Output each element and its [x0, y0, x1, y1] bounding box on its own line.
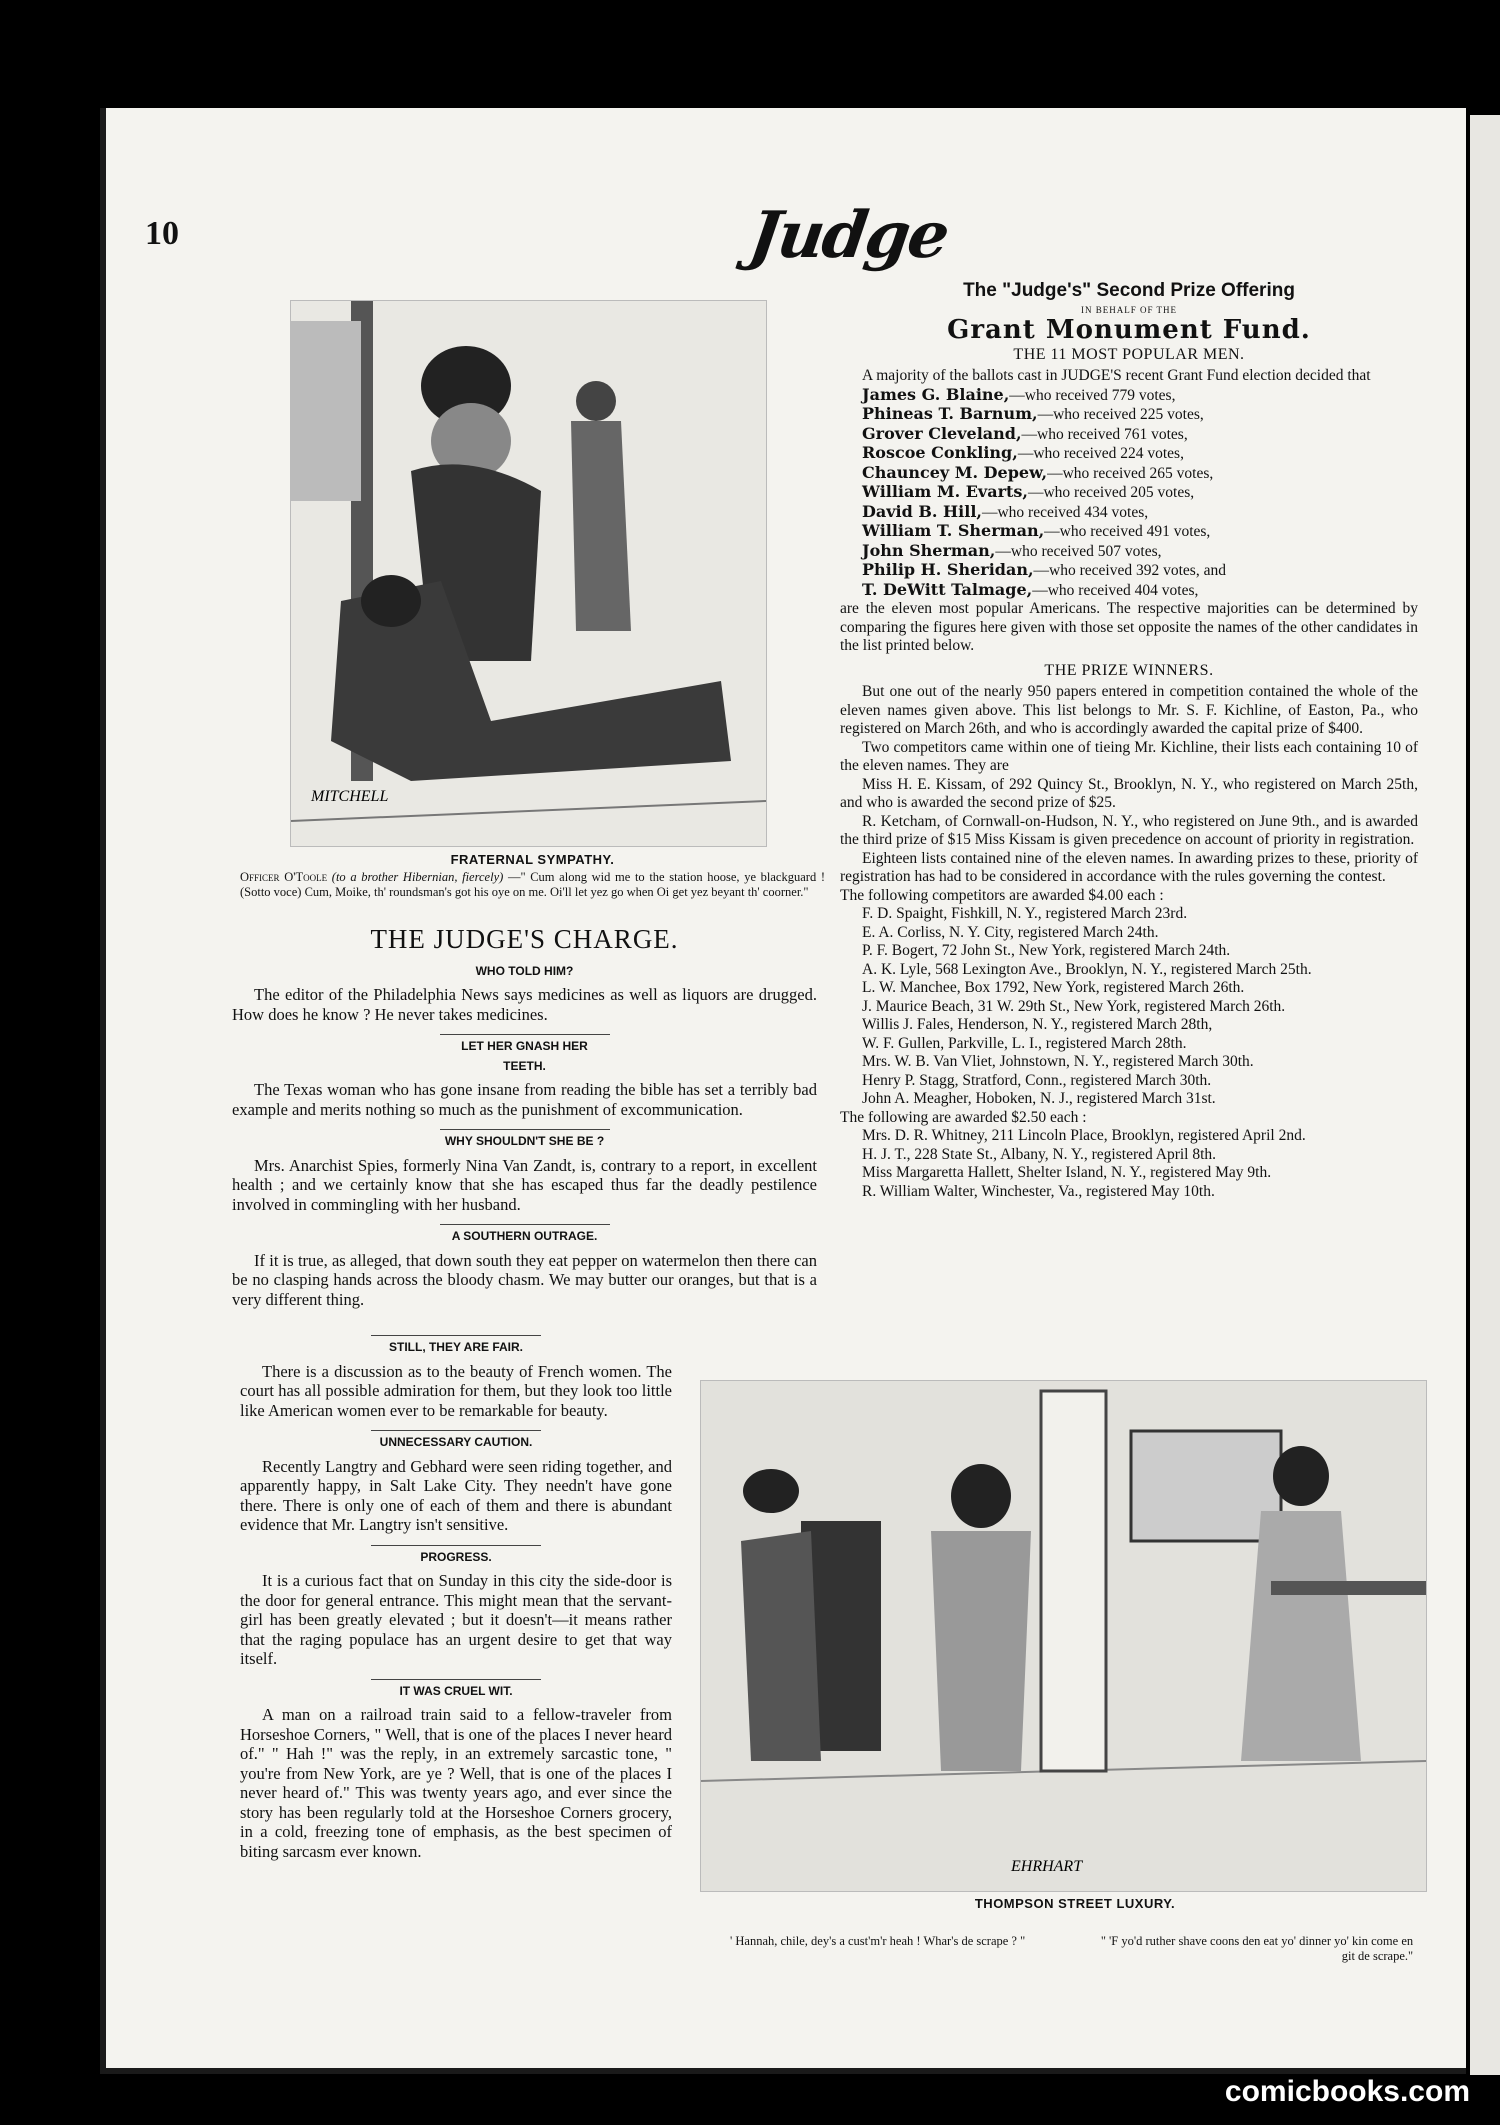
- section-heading: WHY SHOULDN'T SHE BE ?: [440, 1129, 610, 1152]
- prize-heading: The "Judge's" Second Prize Offering: [963, 280, 1295, 301]
- judges-charge-narrow-column: [240, 1325, 672, 1861]
- list-item: Roscoe Conkling,—who received 224 votes,: [862, 443, 1184, 462]
- list-item: Mrs. W. B. Van Vliet, Johnstown, N. Y., registered March 30th.: [862, 1053, 1254, 1070]
- list-item: David B. Hill,—who received 434 votes,: [862, 501, 1149, 521]
- illustration-fraternal-sympathy: [290, 300, 767, 847]
- winners-paragraph: Two competitors came within one of tieing Mr. Kichline, their lists each containing 10 of the eleven names. They are: [840, 738, 1418, 774]
- four-dollar-intro: The following competitors are awarded $4.00 each :: [840, 886, 1164, 904]
- section-heading: PROGRESS.: [371, 1545, 541, 1568]
- section-text: A man on a railroad train said to a fellow-traveler from Horseshoe Corners, " Well, that is one of the places I never heard of." " Hah !" was the reply, in an extremely sarcastic tone, " you're from New York, are ye ? Well, that is one of the places I never heard of." This was twenty years ago, and ever since the story has been regularly told at the Horseshoe Corners grocery, in a cold, freezing tone of emphasis, as the best specimen of biting sarcasm ever known.: [240, 1705, 672, 1861]
- police-officer-drawing: [291, 301, 766, 846]
- list-item: William M. Evarts,—who received 205 votes,: [862, 482, 1195, 501]
- caption-left: ' Hannah, chile, dey's a cust'm'r heah ! Whar's de scrape ? ": [730, 1934, 1026, 1948]
- list-item: Mrs. D. R. Whitney, 211 Lincoln Place, Brooklyn, registered April 2nd.: [862, 1127, 1306, 1144]
- list-item: W. F. Gullen, Parkville, L. I., registered March 28th.: [862, 1034, 1187, 1052]
- prize-intro: A majority of the ballots cast in JUDGE'S recent Grant Fund election decided that: [862, 367, 1371, 384]
- list-item: A. K. Lyle, 568 Lexington Ave., Brooklyn, N. Y., registered March 25th.: [862, 960, 1312, 978]
- winners-paragraph: R. Ketcham, of Cornwall-on-Hudson, N. Y., who registered on June 9th., and is awarded the third prize of $15 Miss Kissam is given precedence on account of priority in registration.: [840, 812, 1418, 848]
- charge-title: THE JUDGE'S CHARGE.: [370, 924, 679, 954]
- section-heading: STILL, THEY ARE FAIR.: [371, 1335, 541, 1358]
- list-item: Chauncey M. Depew,—who received 265 votes,: [862, 462, 1214, 482]
- illustration1-signature: MITCHELL: [311, 788, 389, 805]
- illustration1-caption-text: [240, 870, 825, 900]
- section-text: The Texas woman who has gone insane from reading the bible has set a terribly bad example and merits nothing so much as the punishment of excommunication.: [232, 1080, 817, 1119]
- prize-behalf: IN BEHALF OF THE: [1080, 304, 1178, 315]
- list-item: John Sherman,—who received 507 votes,: [862, 540, 1162, 560]
- illustration2-captions: [730, 1934, 1420, 1964]
- list-item: William T. Sherman,—who received 491 votes,: [862, 521, 1211, 540]
- four-dollar-list: [840, 905, 1418, 1109]
- list-item: James G. Blaine,—who received 779 votes,: [862, 384, 1176, 404]
- barber-scene-drawing: [701, 1381, 1426, 1891]
- section-heading: WHO TOLD HIM?: [475, 963, 574, 978]
- winners-paragraph: Eighteen lists contained nine of the eleven names. In awarding prizes to these, priority of registration has had to be considered in accordance with the rules governing the contest.: [840, 849, 1418, 885]
- judges-charge-column: [232, 924, 817, 1309]
- illustration2-signature: EHRHART: [1011, 1858, 1083, 1875]
- section-text: Recently Langtry and Gebhard were seen riding together, and apparently happy, in Salt Lake City. They needn't have gone there. There is only one of each of them and there is abundant evidence that Mr. Langtry isn't sensitive.: [240, 1456, 672, 1534]
- section-text: There is a discussion as to the beauty of French women. The court has all possible admiration for them, but they look too little like American women ever to be remarkable for beauty.: [240, 1361, 672, 1420]
- prize-winners-title: THE PRIZE WINNERS.: [1044, 661, 1214, 679]
- grant-fund-title: Grant Monument Fund.: [947, 315, 1311, 345]
- list-item: Willis J. Fales, Henderson, N. Y., registered March 28th,: [862, 1016, 1213, 1033]
- section-text: It is a curious fact that on Sunday in this city the side-door is the door for general entrance. This might mean that the servant-girl has been greatly elevated ; but it doesn't—it means rather that the raging populace has an urgent desire to get that way itself.: [240, 1571, 672, 1668]
- list-item: Philip H. Sheridan,—who received 392 votes, and: [862, 560, 1226, 579]
- list-item: Phineas T. Barnum,—who received 225 votes,: [862, 404, 1204, 423]
- list-item: E. A. Corliss, N. Y. City, registered March 24th.: [862, 923, 1159, 941]
- popular-men-list: [840, 386, 1418, 601]
- section-heading: LET HER GNASH HER TEETH.: [440, 1034, 610, 1076]
- caption-speaker: Officer O'Toole: [240, 869, 328, 884]
- section-text: The editor of the Philadelphia News says medicines as well as liquors are drugged. How does he know ? He never takes medicines.: [232, 985, 817, 1024]
- list-item: John A. Meagher, Hoboken, N. J., registered March 31st.: [862, 1090, 1216, 1107]
- section-text: If it is true, as alleged, that down south they eat pepper on watermelon then there can be no clasping hands across the bloody chasm. We may butter our oranges, but that is a very different thing.: [232, 1250, 817, 1309]
- illustration-thompson-street: [700, 1380, 1427, 1892]
- masthead-logo: Judge: [744, 198, 953, 273]
- popular-men-title: THE 11 MOST POPULAR MEN.: [1013, 345, 1245, 363]
- list-item: T. DeWitt Talmage,—who received 404 votes,: [862, 579, 1199, 599]
- list-item: Miss Margaretta Hallett, Shelter Island, N. Y., registered May 9th.: [862, 1164, 1272, 1181]
- facing-page-edge: [1470, 115, 1500, 2075]
- prize-column: [840, 282, 1418, 1201]
- section-heading: IT WAS CRUEL WIT.: [371, 1679, 541, 1702]
- two-fifty-list: [840, 1127, 1418, 1201]
- illustration1-title: FRATERNAL SYMPATHY.: [450, 852, 615, 867]
- watermark: comicbooks.com: [1224, 2075, 1470, 2108]
- list-item: Grover Cleveland,—who received 761 votes,: [862, 423, 1188, 443]
- illustration1-caption: [240, 850, 825, 900]
- section-heading: A SOUTHERN OUTRAGE.: [440, 1224, 610, 1247]
- prize-outro: are the eleven most popular Americans. The respective majorities can be determined by comparing the figures here given with those set opposite the names of the other candidates in the list printed below.: [840, 600, 1418, 654]
- illustration2-title: THOMPSON STREET LUXURY.: [974, 1896, 1176, 1911]
- list-item: P. F. Bogert, 72 John St., New York, registered March 24th.: [862, 942, 1231, 959]
- list-item: L. W. Manchee, Box 1792, New York, registered March 26th.: [862, 979, 1245, 996]
- winners-paragraph: But one out of the nearly 950 papers entered in competition contained the whole of the eleven names given above. This list belongs to Mr. S. F. Kichline, of Easton, Pa., who registered on March 26th, and who is accordingly awarded the capital prize of $400.: [840, 683, 1418, 737]
- section-text: Mrs. Anarchist Spies, formerly Nina Van Zandt, is, contrary to a report, in excellent health ; and we certainly know that she has escaped thus far the deadly pestilence involved in commingling with her husband.: [232, 1155, 817, 1214]
- caption-right: " 'F yo'd ruther shave coons den eat yo' dinner yo' kin come en git de scrape.": [1100, 1934, 1414, 1963]
- list-item: R. William Walter, Winchester, Va., registered May 10th.: [862, 1182, 1215, 1200]
- two-fifty-intro: The following are awarded $2.50 each :: [840, 1108, 1087, 1126]
- list-item: Henry P. Stagg, Stratford, Conn., registered March 30th.: [862, 1071, 1212, 1089]
- section-heading: UNNECESSARY CAUTION.: [371, 1430, 541, 1453]
- caption-direction: (to a brother Hibernian, fiercely): [331, 869, 504, 884]
- caption-dialogue: —" Cum along wid me to the station hoose, ye blackguard ! (Sotto voce) Cum, Moike, th' roundsman's got his oye on me. Oi'll let yez go when Oi get yez beyant th' coorner.": [240, 869, 826, 899]
- winners-paragraph: Miss H. E. Kissam, of 292 Quincy St., Brooklyn, N. Y., who registered on March 25th, and who is awarded the second prize of $25.: [840, 775, 1418, 811]
- list-item: F. D. Spaight, Fishkill, N. Y., registered March 23rd.: [862, 905, 1188, 922]
- list-item: J. Maurice Beach, 31 W. 29th St., New York, registered March 26th.: [862, 997, 1286, 1015]
- list-item: H. J. T., 228 State St., Albany, N. Y., registered April 8th.: [862, 1145, 1217, 1163]
- page-number: 10: [145, 215, 179, 252]
